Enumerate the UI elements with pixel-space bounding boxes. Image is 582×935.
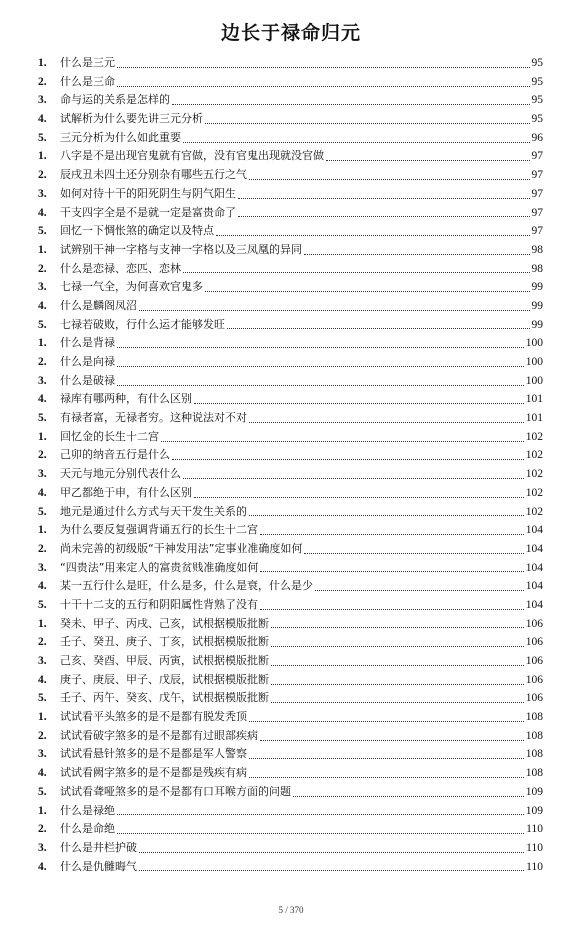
toc-entry-title: 三元分析为什么如此重要 [60,130,181,144]
toc-entry-number: 4. [38,673,47,686]
toc-entry[interactable] [38,334,543,353]
toc-entry[interactable] [38,185,543,204]
toc-entry[interactable] [38,820,543,839]
toc-entry-number: 2. [38,262,47,275]
toc-entry-number: 3. [38,561,47,574]
toc-entry[interactable] [38,147,543,166]
toc-entry-title: 七禄一气全，为何喜欢官鬼多 [60,280,203,294]
toc-entry[interactable] [38,409,543,428]
toc-entry-page: 100 [525,374,543,387]
toc-entry-title: 己亥、癸酉、甲辰、丙寅，试根据模版批断 [60,654,269,667]
dot-leader [172,459,524,460]
dot-leader [194,497,524,498]
dot-leader [117,814,524,815]
toc-entry-number: 2. [38,823,47,836]
toc-entry-title: 试试看阙字煞多的是不是都是残疾有病 [60,766,247,780]
toc-entry[interactable] [38,503,543,522]
toc-entry[interactable] [38,428,543,447]
dot-leader [326,160,530,161]
toc-entry-title: 八字是不是出现官鬼就有官做，没有官鬼出现就没官做 [60,149,324,163]
toc-entry-title: 十干十二支的五行和阴阳属性背熟了没有 [60,597,258,611]
toc-entry-page: 109 [525,804,543,817]
dot-leader [271,665,524,666]
toc-entry-number: 5. [38,412,47,425]
dot-leader [260,534,524,535]
toc-entry[interactable] [38,316,543,335]
toc-entry[interactable] [38,297,543,316]
dot-leader [183,272,530,273]
toc-entry[interactable] [38,839,543,858]
toc-entry-title: 天元与地元分别代表什么 [60,467,181,481]
dot-leader [205,291,530,292]
toc-entry[interactable] [38,260,543,279]
dot-leader [271,702,524,703]
toc-entry-number: 1. [38,804,47,817]
toc-entry-title: 什么是恋禄、恋匹、恋林 [60,261,181,275]
toc-entry[interactable] [38,91,543,110]
dot-leader [260,740,524,741]
toc-entry[interactable] [38,745,543,764]
toc-entry-number: 1. [38,524,47,537]
dot-leader [304,254,530,255]
toc-entry-number: 4. [38,393,47,406]
toc-entry-page: 104 [525,580,543,593]
toc-entry[interactable] [38,73,543,92]
toc-entry-title: 试试看悬针煞多的是不是都是军人警察 [60,747,247,761]
toc-entry-title: 什么是井栏护破 [60,840,137,854]
toc-entry-title: 什么是麟阁凤沼 [60,298,137,312]
dot-leader [293,796,524,797]
toc-entry-number: 4. [38,486,47,499]
dot-leader [117,366,524,367]
toc-entry-number: 2. [38,75,47,88]
toc-entry-page: 108 [525,729,543,742]
toc-entry-title: 回忆金的长生十二宫 [60,429,159,443]
toc-entry-page: 110 [526,841,543,854]
dot-leader [238,198,530,199]
toc-entry-title: 癸未、甲子、丙戌、己亥，试根据模版批断 [60,616,269,630]
toc-entry-page: 104 [525,542,543,555]
toc-entry-title: 如何对待十干的阳死阴生与阴气阳生 [60,186,236,200]
toc-entry[interactable] [38,783,543,802]
dot-leader [315,590,524,591]
toc-entry-number: 2. [38,356,47,368]
toc-entry[interactable] [38,54,543,73]
toc-entry-title: 什么是向禄 [60,355,115,368]
toc-entry[interactable] [38,652,543,671]
toc-entry-number: 4. [38,580,47,593]
toc-entry-title: 为什么要反复强调背诵五行的长生十二宫 [60,523,258,537]
toc-entry-number: 1. [38,243,47,256]
dot-leader [139,852,524,853]
toc-entry-number: 2. [38,449,47,462]
toc-entry-title: 什么是背禄 [60,336,115,350]
toc-entry-title: 什么是破禄 [60,373,115,387]
dot-leader [172,104,530,105]
toc-entry-title: 试辨别干神一字格与支神一字格以及三凤凰的异同 [60,242,302,256]
toc-entry-page: 99 [531,281,543,294]
toc-entry-title: 地元是通过什么方式与天干发生关系的 [60,504,247,518]
toc-entry[interactable] [38,727,543,746]
dot-leader [161,441,524,442]
dot-leader [216,235,530,236]
toc-entry-title: 尚未完善的初级版“干神发用法”定事业准确度如何 [60,541,303,555]
toc-entry-number: 3. [38,468,47,481]
toc-entry[interactable] [38,390,543,409]
toc-entry[interactable] [38,689,543,708]
dot-leader [260,571,523,572]
toc-entry-number: 5. [38,505,47,518]
toc-entry-number: 4. [38,299,47,312]
dot-leader [139,870,524,871]
dot-leader [271,684,524,685]
toc-entry-number: 5. [38,785,47,798]
toc-entry[interactable] [38,764,543,783]
dot-leader [249,721,524,722]
toc-entry-page: 109 [525,785,543,798]
dot-leader [183,478,524,479]
toc-entry-title: 己卯的纳音五行是什么 [60,448,170,462]
toc-entry-page: 101 [525,412,543,425]
toc-entry-page: 108 [525,767,543,780]
toc-entry[interactable] [38,372,543,391]
toc-entry-page: 97 [531,225,543,238]
toc-entry[interactable] [38,129,543,148]
toc-entry-title: 试试看平头煞多的是不是都有脱发秃顶 [60,710,247,724]
toc-entry-title: “四贵法”用来定人的富贵贫贱准确度如何 [60,560,259,574]
toc-entry-page: 96 [531,131,543,144]
toc-entry-number: 4. [38,860,47,873]
toc-entry-page: 95 [531,75,543,88]
toc-entry-number: 5. [38,225,47,238]
toc-entry[interactable] [38,278,543,297]
dot-leader [227,328,530,329]
dot-leader [194,403,524,404]
toc-entry-number: 1. [38,337,47,350]
toc-entry[interactable] [38,204,543,223]
dot-leader [238,216,530,217]
toc-entry[interactable] [38,858,543,877]
toc-entry-title: 什么是三命 [60,74,115,88]
toc-entry[interactable] [38,802,543,821]
toc-entry-title: 壬子、癸丑、庚子、丁亥，试根据模版批断 [60,635,269,649]
toc-entry[interactable] [38,633,543,652]
toc-entry-title: 禄库有哪两种，有什么区别 [60,392,192,406]
dot-leader [304,553,523,554]
toc-entry-page: 110 [526,860,543,873]
toc-entry-number: 1. [38,617,47,630]
toc-entry[interactable] [38,615,543,634]
dot-leader [117,833,524,834]
toc-entry-number: 5. [38,318,47,331]
toc-entry-number: 5. [38,131,47,144]
toc-entry-page: 98 [531,262,543,275]
toc-entry-number: 3. [38,655,47,667]
toc-entry-page: 97 [531,187,543,200]
toc-entry-number: 4. [38,113,47,126]
toc-entry[interactable] [38,166,543,185]
toc-entry-page: 106 [525,673,543,686]
toc-entry-number: 4. [38,206,47,219]
toc-entry-page: 106 [525,692,543,705]
toc-entry-page: 102 [525,505,543,518]
toc-entry-number: 5. [38,598,47,611]
toc-entry-page: 97 [531,206,543,219]
toc-entry-page: 106 [525,617,543,630]
toc-entry-page: 110 [526,823,543,836]
dot-leader [183,142,530,143]
toc-entry[interactable] [38,521,543,540]
toc-entry-number: 2. [38,729,47,742]
toc-entry-page: 106 [525,636,543,649]
dot-leader [249,777,524,778]
toc-entry-title: 命与运的关系是怎样的 [60,93,170,107]
toc-entry-title: 壬子、丙午、癸亥、戊午，试根据模版批断 [60,691,269,705]
toc-entry-number: 5. [38,692,47,705]
dot-leader [249,758,524,759]
toc-entry-page: 104 [525,524,543,537]
toc-entry[interactable] [38,559,543,578]
toc-entry-number: 4. [38,767,47,780]
toc-entry-page: 97 [531,169,543,182]
dot-leader [271,627,524,628]
toc-entry-page: 102 [525,430,543,443]
toc-entry[interactable] [38,484,543,503]
dot-leader [205,123,530,124]
toc-entry-page: 102 [525,468,543,481]
toc-entry-number: 3. [38,187,47,200]
dot-leader [260,609,524,610]
toc-entry-number: 1. [38,57,47,69]
toc-entry-title: 庚子、庚辰、甲子、戊辰，试根据模版批断 [60,672,269,686]
toc-entry-page: 99 [531,318,543,331]
toc-entry-page: 98 [531,243,543,256]
toc-entry[interactable] [38,671,543,690]
toc-entry[interactable] [38,353,543,372]
toc-entry-title: 七禄若破败，行什么运才能够发旺 [60,317,225,331]
toc-entry[interactable] [38,446,543,465]
toc-entry-number: 3. [38,841,47,854]
toc-entry-title: 试解析为什么要先讲三元分析 [60,112,203,126]
toc-entry-number: 3. [38,281,47,294]
toc-entry-page: 95 [531,57,543,69]
toc-entry-title: 某一五行什么是旺，什么是多，什么是衰，什么是少 [60,579,313,593]
dot-leader [249,179,530,180]
document-title: 边长于禄命归元 [220,22,361,44]
toc-entry-page: 100 [525,337,543,350]
toc-entry-number: 3. [38,748,47,761]
toc-entry-number: 2. [38,636,47,649]
toc-entry-title: 什么是仇雠晦气 [60,859,137,873]
toc-entry[interactable] [38,596,543,615]
dot-leader [271,646,524,647]
toc-entry[interactable] [38,540,543,559]
toc-entry-page: 104 [525,561,543,574]
toc-entry-title: 干支四字全是不是就一定是富贵命了 [60,205,236,219]
toc-entry-title: 什么是禄绝 [60,803,115,817]
toc-entry[interactable] [38,577,543,596]
toc-entry-title: 有禄者富，无禄者穷。这种说法对不对 [60,411,247,425]
toc-entry-page: 106 [525,655,543,667]
page-number-footer: 5 / 370 [278,905,304,915]
toc-entry-page: 97 [531,150,543,163]
toc-entry-number: 3. [38,374,47,387]
toc-entry[interactable] [38,241,543,260]
dot-leader [139,310,530,311]
toc-entry[interactable] [38,708,543,727]
toc-entry-number: 1. [38,711,47,724]
dot-leader [117,385,524,386]
toc-entry-title: 回忆一下惆怅煞的确定以及特点 [60,224,214,238]
toc-entry-page: 99 [531,299,543,312]
toc-entry[interactable] [38,222,543,241]
toc-entry-number: 1. [38,150,47,163]
toc-entry[interactable] [38,110,543,129]
toc-entry-page: 108 [525,711,543,724]
toc-entry-title: 试试看破字煞多的是不是都有过眼部疾病 [60,728,258,742]
toc-entry-number: 1. [38,430,47,443]
dot-leader [117,67,530,68]
toc-entry-title: 甲乙都绝于申，有什么区别 [60,485,192,499]
dot-leader [117,347,524,348]
toc-entry-title: 什么是命绝 [60,822,115,836]
toc-entry-number: 3. [38,94,47,107]
toc-entry-page: 102 [525,486,543,499]
dot-leader [249,515,524,516]
table-of-contents [38,54,543,876]
toc-entry[interactable] [38,465,543,484]
toc-entry-page: 100 [525,356,543,368]
toc-entry-title: 试试看聋哑煞多的是不是都有口耳喉方面的问题 [60,784,291,798]
toc-entry-page: 108 [525,748,543,761]
toc-entry-number: 2. [38,542,47,555]
toc-entry-title: 什么是三元 [60,56,115,69]
toc-entry-page: 104 [525,598,543,611]
toc-entry-number: 2. [38,169,47,182]
dot-leader [117,86,530,87]
toc-entry-page: 102 [525,449,543,462]
toc-entry-page: 95 [531,94,543,107]
toc-entry-page: 101 [525,393,543,406]
toc-entry-page: 95 [531,113,543,126]
toc-entry-title: 辰戌丑未四土还分别杂有哪些五行之气 [60,168,247,182]
dot-leader [249,422,524,423]
